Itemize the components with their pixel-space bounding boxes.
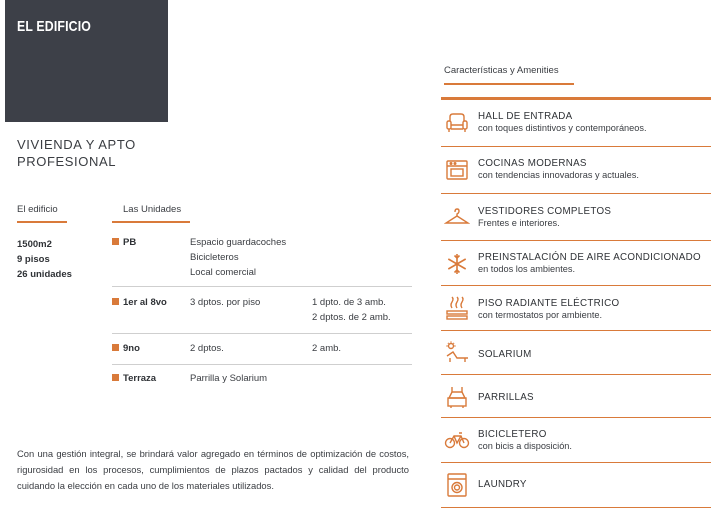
amenity-title: PARRILLAS: [478, 392, 534, 403]
unit-detail-line: 2 dptos.: [190, 343, 224, 354]
building-stats: [17, 237, 72, 282]
amenity-title: BICICLETERO: [478, 429, 547, 440]
unit-subdetail-line: 2 amb.: [312, 343, 342, 354]
bullet-square-icon: [112, 298, 119, 305]
amenities-heading-underline: [444, 83, 574, 85]
building-heading-underline: [17, 221, 67, 223]
bullet-square-icon: [112, 238, 119, 245]
unit-name: 1er al 8vo: [123, 297, 167, 308]
amenity-desc: con tendencias innovadoras y actuales.: [478, 170, 639, 180]
page-title: EL EDIFICIO: [17, 18, 92, 35]
unit-detail-line: Parrilla y Solarium: [190, 373, 268, 384]
grill-icon: [444, 384, 470, 410]
heat-floor-icon: [444, 295, 470, 321]
unit-subdetail-line: 2 dptos. de 2 amb.: [312, 312, 391, 323]
unit-row-terraza: [112, 371, 412, 387]
stat-area: 1500m2: [17, 239, 52, 250]
unit-row-9no: [112, 341, 412, 357]
amenity-solarium: [441, 331, 711, 374]
amenity-desc: en todos los ambientes.: [478, 264, 576, 274]
amenity-desc: con termostatos por ambiente.: [478, 310, 603, 320]
unit-name: Terraza: [123, 373, 157, 384]
unit-detail: [190, 341, 224, 356]
stat-units: 26 unidades: [17, 269, 72, 280]
unit-divider: [112, 364, 412, 365]
amenity-divider: [441, 507, 711, 508]
unit-name: PB: [123, 237, 137, 248]
amenity-desc: Frentes e interiores.: [478, 218, 560, 228]
unit-row-pb: [112, 235, 412, 281]
unit-detail-line: Bicicleteros: [190, 252, 239, 263]
document-title: [17, 136, 217, 170]
building-heading: El edificio: [17, 204, 58, 215]
snowflake-icon: [444, 251, 470, 277]
unit-detail-line: Espacio guardacoches: [190, 237, 287, 248]
amenity-aire: [441, 241, 711, 285]
amenity-title: LAUNDRY: [478, 479, 527, 490]
description-paragraph: Con una gestión integral, se brindará valor agregado en términos de optimización de costos, rigurosidad en los procesos, cumplimientos de plazos pactados y calidad del producto cuidando la elección en cada uno de los materiales utilizados.: [17, 448, 409, 491]
bicycle-icon: [444, 427, 470, 453]
unit-divider: [112, 333, 412, 334]
amenity-title: HALL DE ENTRADA: [478, 111, 573, 122]
washing-machine-icon: [444, 472, 470, 498]
amenity-cocinas: [441, 147, 711, 193]
oven-icon: [444, 157, 470, 183]
bullet-square-icon: [112, 344, 119, 351]
unit-row-1er-8vo: [112, 295, 412, 327]
unit-subdetail: [312, 295, 391, 325]
unit-subdetail-line: 1 dpto. de 3 amb.: [312, 297, 386, 308]
armchair-icon: [444, 110, 470, 136]
amenity-laundry: [441, 463, 711, 507]
unit-subdetail: [312, 341, 341, 356]
amenity-parrillas: [441, 375, 711, 417]
amenity-title: SOLARIUM: [478, 349, 532, 360]
amenity-desc: con bicis a disposición.: [478, 441, 572, 451]
amenity-title: PISO RADIANTE ELÉCTRICO: [478, 298, 620, 309]
document-title-line-1: VIVIENDA Y APTO: [17, 137, 136, 152]
amenity-hall: [441, 100, 711, 146]
stat-floors: 9 pisos: [17, 254, 50, 265]
sunbed-icon: [444, 340, 470, 366]
amenities-heading: Características y Amenities: [444, 65, 559, 76]
bullet-square-icon: [112, 374, 119, 381]
amenity-bicicletero: [441, 418, 711, 462]
amenity-title: COCINAS MODERNAS: [478, 158, 587, 169]
units-heading: Las Unidades: [123, 204, 182, 215]
unit-detail: [190, 235, 286, 280]
amenity-desc: con toques distintivos y contemporáneos.: [478, 123, 647, 133]
unit-detail: [190, 371, 267, 386]
amenity-title: PREINSTALACIÓN DE AIRE ACONDICIONADO: [478, 252, 701, 263]
unit-detail-line: Local comercial: [190, 267, 256, 278]
hanger-icon: [444, 204, 470, 230]
amenity-vestidores: [441, 194, 711, 240]
unit-divider: [112, 286, 412, 287]
amenity-title: VESTIDORES COMPLETOS: [478, 206, 612, 217]
unit-detail: [190, 295, 260, 310]
unit-detail-line: 3 dptos. por piso: [190, 297, 261, 308]
amenity-piso-radiante: [441, 286, 711, 330]
units-heading-underline: [112, 221, 190, 223]
header-block: [5, 0, 168, 122]
unit-name: 9no: [123, 343, 140, 354]
document-title-line-2: PROFESIONAL: [17, 154, 117, 169]
